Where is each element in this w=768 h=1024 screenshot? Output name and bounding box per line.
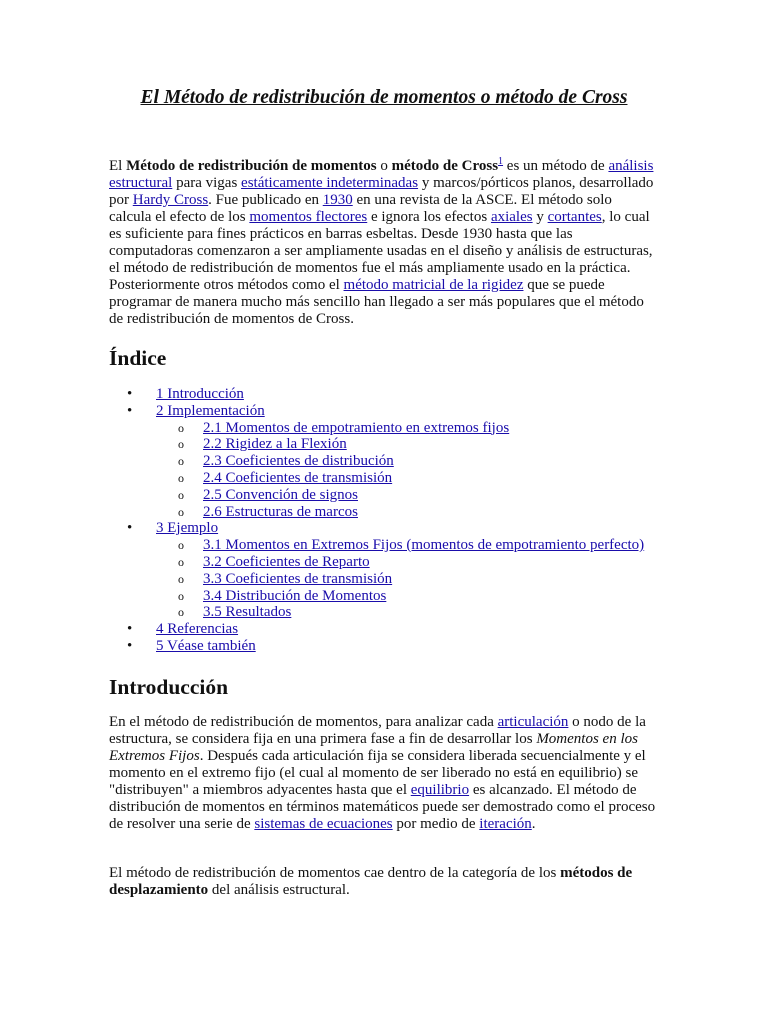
intro-text: que se puede programar de manera mucho más sencillo han llegado a ser más populares que el método de redistribución de momentos de Cross.: [109, 277, 644, 327]
toc-link[interactable]: 2.3 Coeficientes de distribución: [203, 453, 394, 470]
table-of-contents: [109, 386, 709, 655]
toc-link[interactable]: 3.2 Coeficientes de Reparto: [203, 553, 370, 570]
paragraph-text: por medio de: [392, 816, 480, 832]
toc-item: [109, 386, 709, 403]
toc-link[interactable]: 2.1 Momentos de empotramiento en extremos fijos: [203, 419, 510, 436]
intro-text: e ignora los efectos: [367, 209, 491, 225]
link-sistemas-de-ecuaciones[interactable]: sistemas de ecuaciones: [254, 816, 393, 832]
toc-item: [109, 638, 709, 655]
toc-item: [109, 604, 709, 621]
intro-bold-term: método de Cross: [391, 158, 499, 174]
italic-term: Momentos en los Extremos Fijos: [109, 731, 638, 764]
bullet-marker: o: [178, 554, 184, 569]
link-iteracion[interactable]: iteración: [479, 816, 532, 832]
link-equilibrio[interactable]: equilibrio: [410, 782, 470, 798]
intro-bold-term: Método de redistribución de momentos: [126, 158, 377, 174]
toc-item: [109, 403, 709, 420]
toc-link[interactable]: 1 Introducción: [156, 386, 244, 402]
toc-link[interactable]: 3 Ejemplo: [156, 520, 219, 537]
toc-item: [109, 436, 709, 453]
toc-link[interactable]: 3.1 Momentos en Extremos Fijos (momentos de empotramiento perfecto): [203, 537, 645, 554]
toc-item: [109, 470, 709, 487]
bullet-marker: o: [178, 454, 184, 469]
section-paragraph: [109, 865, 657, 899]
bullet-marker: o: [178, 538, 184, 553]
toc-item: [109, 554, 709, 571]
toc-item: [109, 504, 709, 521]
bullet-marker: •: [127, 637, 133, 654]
link-hardy-cross[interactable]: Hardy Cross: [132, 192, 209, 208]
footnote-link[interactable]: 1: [498, 156, 504, 167]
intro-text: en una revista de la ASCE. El método solo calcula el efecto de los: [109, 192, 612, 225]
paragraph-text: o nodo de la estructura, se considera fija en una primera fase a fin de desarrollar los: [109, 714, 646, 747]
bullet-marker: o: [178, 437, 184, 452]
toc-link[interactable]: 3.5 Resultados: [203, 604, 292, 621]
section-heading-introduccion: Introducción: [109, 675, 229, 699]
intro-text: o: [376, 158, 392, 174]
bullet-marker: •: [127, 621, 133, 638]
paragraph-text: .: [531, 816, 536, 832]
toc-link[interactable]: 5 Véase también: [156, 637, 256, 654]
bold-term: métodos de desplazamiento: [109, 865, 633, 898]
link-estaticamente-indeterminadas[interactable]: estáticamente indeterminadas: [241, 175, 419, 191]
bullet-marker: o: [178, 487, 184, 502]
intro-text: . Fue publicado en: [208, 192, 323, 208]
link-axiales[interactable]: axiales: [490, 209, 533, 225]
toc-item: [109, 420, 709, 437]
bullet-marker: o: [178, 605, 184, 620]
toc-link[interactable]: 2.5 Convención de signos: [203, 486, 358, 503]
toc-item: [109, 520, 709, 537]
intro-text: El: [109, 158, 127, 174]
link-cortantes[interactable]: cortantes: [547, 209, 602, 225]
bullet-marker: o: [178, 571, 184, 586]
toc-item: [109, 588, 709, 605]
toc-link[interactable]: 2.6 Estructuras de marcos: [203, 503, 358, 520]
toc-link[interactable]: 2.2 Rigidez a la Flexión: [203, 436, 347, 453]
toc-link[interactable]: 2.4 Coeficientes de transmisión: [203, 469, 393, 486]
toc-link[interactable]: 3.4 Distribución de Momentos: [203, 587, 387, 604]
paragraph-text: . Después cada articulación fija se considera liberada secuencialmente y el momento en el extremo fijo (el cual al momento de ser liberado no está en equilibrio) se "distribuyen" a miembros adyacentes hasta que el: [109, 748, 646, 798]
bullet-marker: o: [178, 588, 184, 603]
toc-item: [109, 621, 709, 638]
bullet-marker: •: [127, 520, 133, 537]
section-paragraph: [109, 714, 657, 833]
link-momentos-flectores[interactable]: momentos flectores: [249, 209, 368, 225]
intro-text: , lo cual es suficiente para fines prácticos en barras esbeltas. Desde 1930 hasta que las computadoras comenzaron a ser ampliamente usadas en el diseño y análisis de estructuras, el método de redistribución de momentos fue el más ampliamente usado en la práctica. Posteriormente otros métodos como el: [109, 209, 653, 293]
intro-text: y marcos/pórticos planos, desarrollado por: [109, 175, 654, 208]
link-analisis-estructural[interactable]: análisis estructural: [109, 158, 654, 191]
toc-item: [109, 571, 709, 588]
intro-text: para vigas: [172, 175, 242, 191]
intro-text: es un método de: [503, 158, 609, 174]
bullet-marker: •: [127, 386, 133, 402]
link-articulacion[interactable]: articulación: [497, 714, 569, 730]
page-title: El Método de redistribución de momentos o método de Cross: [140, 87, 628, 108]
toc-link[interactable]: 3.3 Coeficientes de transmisión: [203, 570, 393, 587]
paragraph-text: del análisis estructural.: [208, 882, 350, 898]
bullet-marker: •: [127, 402, 133, 419]
toc-heading: Índice: [109, 346, 167, 370]
paragraph-text: En el método de redistribución de momentos, para analizar cada: [109, 714, 498, 730]
toc-link[interactable]: 2 Implementación: [156, 402, 265, 419]
paragraph-text: El método de redistribución de momentos cae dentro de la categoría de los: [109, 865, 561, 881]
link-1930[interactable]: 1930: [322, 192, 353, 208]
toc-item: [109, 537, 709, 554]
bullet-marker: o: [178, 470, 184, 485]
intro-paragraph: [109, 158, 657, 328]
bullet-marker: o: [178, 420, 184, 435]
intro-text: y: [532, 209, 548, 225]
paragraph-text: es alcanzado. El método de distribución de momentos en términos matemáticos puede ser demostrado como el proceso de resolver una serie de: [109, 782, 656, 832]
toc-item: [109, 453, 709, 470]
toc-item: [109, 487, 709, 504]
bullet-marker: o: [178, 504, 184, 519]
link-metodo-matricial-rigidez[interactable]: método matricial de la rigidez: [343, 277, 524, 293]
toc-link[interactable]: 4 Referencias: [156, 621, 239, 638]
